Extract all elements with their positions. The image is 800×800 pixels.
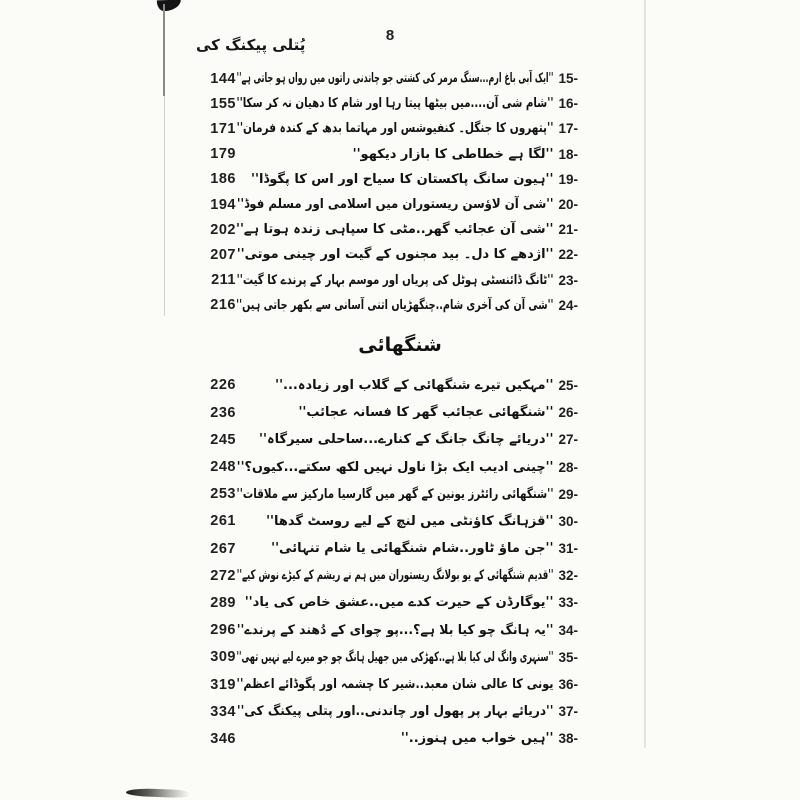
toc-entry-number: 35- xyxy=(558,649,578,665)
toc-page-number: 236 xyxy=(210,404,236,421)
toc-row xyxy=(202,116,578,141)
toc-entry-number: 19- xyxy=(558,171,578,187)
toc-entry xyxy=(298,405,578,420)
toc-entry-title: ''شی آن عجائب گھر..مٹی کا سپاہی زندہ ہوتا ہے'' xyxy=(236,222,554,238)
toc-row xyxy=(202,293,578,318)
toc-entry xyxy=(236,460,578,475)
toc-entry-title: ''شام شی آن....میں بیٹھا پیتا رہا اور شام کا دھیان نہ کر سکا'' xyxy=(236,96,554,112)
toc-section-shanghai xyxy=(202,372,578,753)
toc-entry xyxy=(236,487,578,502)
toc-entry xyxy=(259,432,578,447)
toc-entry-title: ''مہکیں تیرے شنگھائی کے گلاب اور زیادہ...'' xyxy=(275,377,554,393)
toc-entry-number: 32- xyxy=(558,568,578,584)
toc-entry xyxy=(266,514,578,529)
toc-entry-number: 34- xyxy=(558,622,578,638)
toc-entry-title: ''لگا ہے خطاطی کا بازار دیکھو'' xyxy=(352,146,554,162)
toc-row xyxy=(202,725,578,752)
toc-page-number: 186 xyxy=(210,171,236,188)
toc-page-number: 179 xyxy=(210,146,236,163)
toc-entry-number: 24- xyxy=(558,297,578,313)
toc-row xyxy=(202,142,578,167)
toc-entry xyxy=(275,378,578,393)
section-heading-shanghai: شنگھائی xyxy=(358,333,442,356)
scan-artifact-bottom-left xyxy=(126,788,190,798)
toc-row xyxy=(202,481,578,508)
toc-row xyxy=(202,91,578,116)
toc-entry-number: 18- xyxy=(558,146,578,162)
toc-entry xyxy=(236,298,578,313)
toc-page-number: 216 xyxy=(210,297,236,314)
toc-entry-number: 20- xyxy=(558,197,578,213)
toc-entry xyxy=(251,172,578,187)
toc-page-number: 309 xyxy=(210,649,236,666)
toc-entry-title: ''چینی ادیب ایک بڑا ناول نہیں لکھ سکتے...کیوں؟'' xyxy=(236,459,554,475)
running-header-book-title: پُتلی پیکنگ کی xyxy=(196,36,306,54)
toc-entry-number: 30- xyxy=(558,513,578,529)
toc-entry-title: ''قزہانگ کاؤنٹی میں لنچ کے لیے روسٹ گدھا'' xyxy=(266,513,554,529)
toc-entry-number: 17- xyxy=(558,121,578,137)
toc-entry-title: ''قدیم شنگھائی کے یو بولانگ ریستوران میں ہم نے ریشم کے کیڑے نوش کیے'' xyxy=(236,568,554,584)
toc-entry xyxy=(236,568,578,583)
toc-entry xyxy=(236,650,578,665)
toc-entry-title: ''شنگھائی رائٹرز یونین کے گھر میں گارسیا مارکیز سے ملاقات'' xyxy=(236,486,554,502)
toc-entry xyxy=(236,704,578,719)
toc-page-number: 144 xyxy=(210,70,236,87)
toc-section-xian xyxy=(202,66,578,318)
toc-entry xyxy=(236,222,578,237)
toc-entry-number: 23- xyxy=(558,272,578,288)
toc-entry-title: ''سنہری وانگ لی کیا بلا ہے..کھڑکی میں جھیل ہانگ چو جو میرے لیے نہیں تھی'' xyxy=(236,649,554,665)
toc-entry-title: ''جن ماؤ ٹاور..شام شنگھائی یا شام تنہائی'' xyxy=(271,541,554,557)
toc-entry-number: 36- xyxy=(558,677,578,693)
toc-page-number: 272 xyxy=(210,567,236,584)
toc-page-number: 171 xyxy=(210,120,236,137)
toc-entry-number: 38- xyxy=(558,731,578,747)
toc-row xyxy=(202,399,578,426)
toc-row xyxy=(202,671,578,698)
toc-entry-number: 33- xyxy=(558,595,578,611)
toc-entry xyxy=(236,197,578,212)
toc-page-number: 194 xyxy=(210,196,236,213)
toc-row xyxy=(202,535,578,562)
toc-entry-title: ''ٹانگ ڈائنسٹی ہوٹل کی پریاں اور موسم بہار کے پرندے کا گیت'' xyxy=(236,272,554,288)
toc-entry xyxy=(236,677,578,692)
toc-row xyxy=(202,698,578,725)
toc-page-number: 289 xyxy=(210,594,236,611)
toc-entry-title: ''یہ ہانگ چو کیا بلا ہے؟...پو چوای کے دُھند کے پرندے'' xyxy=(236,622,554,638)
toc-entry-number: 37- xyxy=(558,704,578,720)
toc-page-number: 211 xyxy=(211,272,236,289)
toc-entry-title: ''دریائے چانگ جانگ کے کنارے...ساحلی سیرگاہ'' xyxy=(259,432,554,448)
toc-row xyxy=(202,167,578,192)
toc-page-number: 248 xyxy=(210,459,236,476)
toc-entry xyxy=(236,71,578,86)
toc-entry-number: 22- xyxy=(558,247,578,263)
toc-page-number: 207 xyxy=(210,246,236,263)
toc-entry-number: 25- xyxy=(558,377,578,393)
toc-row xyxy=(202,242,578,267)
toc-entry-title: ''اژدھے کا دل۔ بید مجنوں کے گیت اور چینی موتی'' xyxy=(236,247,554,263)
toc-entry-title: ''ایک آبی باغ ارم...سنگ مرمر کی کشتی جو چاندنی راتوں میں رواں ہو جاتی ہے'' xyxy=(236,71,554,87)
table-of-contents xyxy=(202,66,578,753)
toc-row xyxy=(202,268,578,293)
toc-page-number: 226 xyxy=(210,377,236,394)
toc-entry-number: 29- xyxy=(558,486,578,502)
toc-entry-number: 26- xyxy=(558,405,578,421)
toc-row xyxy=(202,66,578,91)
toc-entry xyxy=(236,623,578,638)
toc-page-number: 334 xyxy=(210,703,236,720)
toc-entry xyxy=(245,595,578,610)
scan-artifact-top-left xyxy=(157,0,181,11)
toc-row xyxy=(202,192,578,217)
toc-row xyxy=(202,508,578,535)
toc-entry-number: 15- xyxy=(558,71,578,87)
toc-entry xyxy=(236,121,578,136)
toc-row xyxy=(202,617,578,644)
toc-row xyxy=(202,217,578,242)
scan-page-edge-left-faint xyxy=(164,96,165,316)
toc-row xyxy=(202,426,578,453)
toc-entry-title: ''پتھروں کا جنگل۔ کنفیوشس اور مہاتما بدھ کے کندہ فرمان'' xyxy=(236,121,554,137)
toc-page-number: 319 xyxy=(210,676,236,693)
scan-page-edge-left xyxy=(163,4,165,96)
toc-entry-title: ''دریائے بہار پر پھول اور چاندنی..اور پتلی پیکنگ کی'' xyxy=(236,704,554,720)
toc-entry-title: ''ہیں خواب میں ہنوز..'' xyxy=(400,731,554,747)
toc-entry-number: 21- xyxy=(558,222,578,238)
scan-page-edge-right xyxy=(644,0,646,748)
running-header-page-number: 8 xyxy=(385,27,395,44)
toc-entry-title: ''یوگارڈن کے حیرت کدے میں..عشق خاص کی یاد'' xyxy=(244,595,554,611)
toc-entry xyxy=(271,541,578,556)
toc-entry-number: 28- xyxy=(558,459,578,475)
toc-entry-title: ''شی آن لاؤسن ریستوران میں اسلامی اور مسلم فوڈ'' xyxy=(236,197,554,213)
toc-page-number: 202 xyxy=(210,221,236,238)
toc-page-number: 346 xyxy=(210,730,236,747)
toc-entry xyxy=(401,731,578,746)
toc-entry-number: 31- xyxy=(558,541,578,557)
toc-entry-title: یونی کا عالی شان معبد..شیر کا چشمہ اور پگوڈائے اعظم'' xyxy=(236,677,554,693)
toc-row xyxy=(202,453,578,480)
toc-entry-number: 27- xyxy=(558,432,578,448)
toc-page-number: 253 xyxy=(210,486,236,503)
toc-entry xyxy=(236,273,578,288)
toc-page-number: 267 xyxy=(210,540,236,557)
toc-row xyxy=(202,372,578,399)
toc-page-number: 261 xyxy=(210,513,236,530)
toc-entry xyxy=(236,247,578,262)
toc-page-number: 155 xyxy=(210,95,236,112)
toc-entry xyxy=(236,96,578,111)
toc-entry-title: ''ہیون سانگ پاکستان کا سیاح اور اس کا پگوڈا'' xyxy=(251,171,554,187)
toc-row xyxy=(202,562,578,589)
toc-entry xyxy=(353,147,578,162)
toc-page-number: 296 xyxy=(210,622,236,639)
toc-row xyxy=(202,589,578,616)
toc-entry-title: ''شی آن کی آخری شام..چنگھڑیاں اتنی آسانی سے بکھر جاتی ہیں'' xyxy=(236,297,554,313)
toc-row xyxy=(202,644,578,671)
toc-entry-number: 16- xyxy=(558,96,578,112)
toc-page-number: 245 xyxy=(210,431,236,448)
toc-entry-title: ''شنگھائی عجائب گھر کا فسانہ عجائب'' xyxy=(298,405,554,421)
